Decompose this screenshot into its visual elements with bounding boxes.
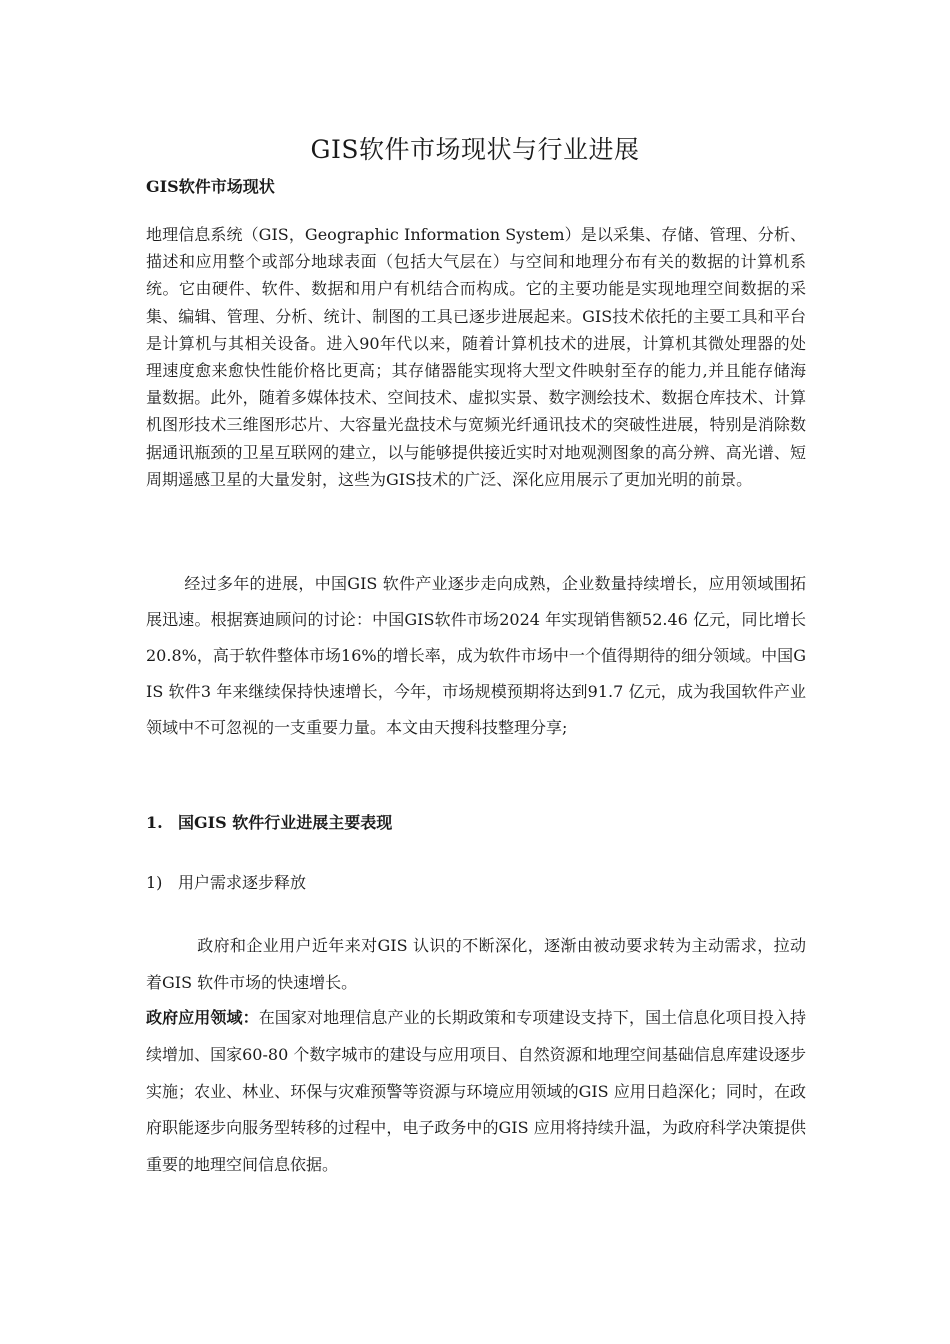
subheading-number: 1): [146, 873, 163, 892]
paragraph-government-applications: [146, 1000, 806, 1184]
paragraph-market-growth: 经过多年的进展，中国GIS 软件产业逐步走向成熟，企业数量持续增长，应用领域围拓展迅速。根据赛迪顾问的讨论：中国GIS软件市场2024 年实现销售额52.46 亿元，同比增长20.8%，高于软件整体市场16%的增长率，成为软件市场中一个值得期待的细分领域。中国GIS 软件3 年来继续保持快速增长，今年，市场规模预期将达到91.7 亿元，成为我国软件产业领域中不可忽视的一支重要力量。本文由天搜科技整理分享;: [146, 574, 806, 737]
paragraph-body: 在国家对地理信息产业的长期政策和专项建设支持下，国土信息化项目投入持续增加、国家60-80 个数字城市的建设与应用项目、自然资源和地理空间基础信息库建设逐步实施；农业、林业、环保与灾难预警等资源与环境应用领域的GIS 应用日趋深化；同时，在政府职能逐步向服务型转移的过程中，电子政务中的GIS 应用将持续升温，为政府科学决策提供重要的地理空间信息依据。: [146, 1008, 806, 1175]
paragraph-lead-label: 政府应用领域：: [146, 1008, 259, 1027]
section-heading: GIS软件市场现状: [146, 177, 275, 196]
heading-text: 国GIS 软件行业进展主要表现: [178, 813, 393, 832]
subheading-text: 用户需求逐步释放: [178, 873, 307, 892]
document-title: GIS软件市场现状与行业进展: [310, 135, 640, 164]
heading-industry-progress: [146, 812, 392, 834]
subheading-user-demand: [146, 872, 306, 894]
paragraph-gis-intro: 地理信息系统（GIS，Geographic Information System）是以采集、存储、管理、分析、描述和应用整个或部分地球表面（包括大气层在）与空间和地理分布有关的数据的计算机系统。它由硬件、软件、数据和用户有机结合而构成。它的主要功能是实现地理空间数据的采集、编辑、管理、分析、统计、制图的工具已逐步进展起来。GIS技术依托的主要工具和平台是计算机与其相关设备。进入90年代以来，随着计算机技术的进展，计算机其微处理器的处理速度愈来愈快性能价格比更高；其存储器能实现将大型文件映射至存的能力,并且能存储海量数据。此外，随着多媒体技术、空间技术、虚拟实景、数字测绘技术、数据仓库技术、计算机图形技术三维图形芯片、大容量光盘技术与宽频光纤通讯技术的突破性进展，特别是消除数据通讯瓶颈的卫星互联网的建立，以与能够提供接近实时对地观测图象的高分辨、高光谱、短周期遥感卫星的大量发射，这些为GIS技术的广泛、深化应用展示了更加光明的前景。: [146, 225, 806, 489]
paragraph-user-demand: 政府和企业用户近年来对GIS 认识的不断深化，逐渐由被动要求转为主动需求，拉动着GIS 软件市场的快速增长。: [146, 936, 806, 992]
heading-number: 1.: [146, 813, 163, 832]
